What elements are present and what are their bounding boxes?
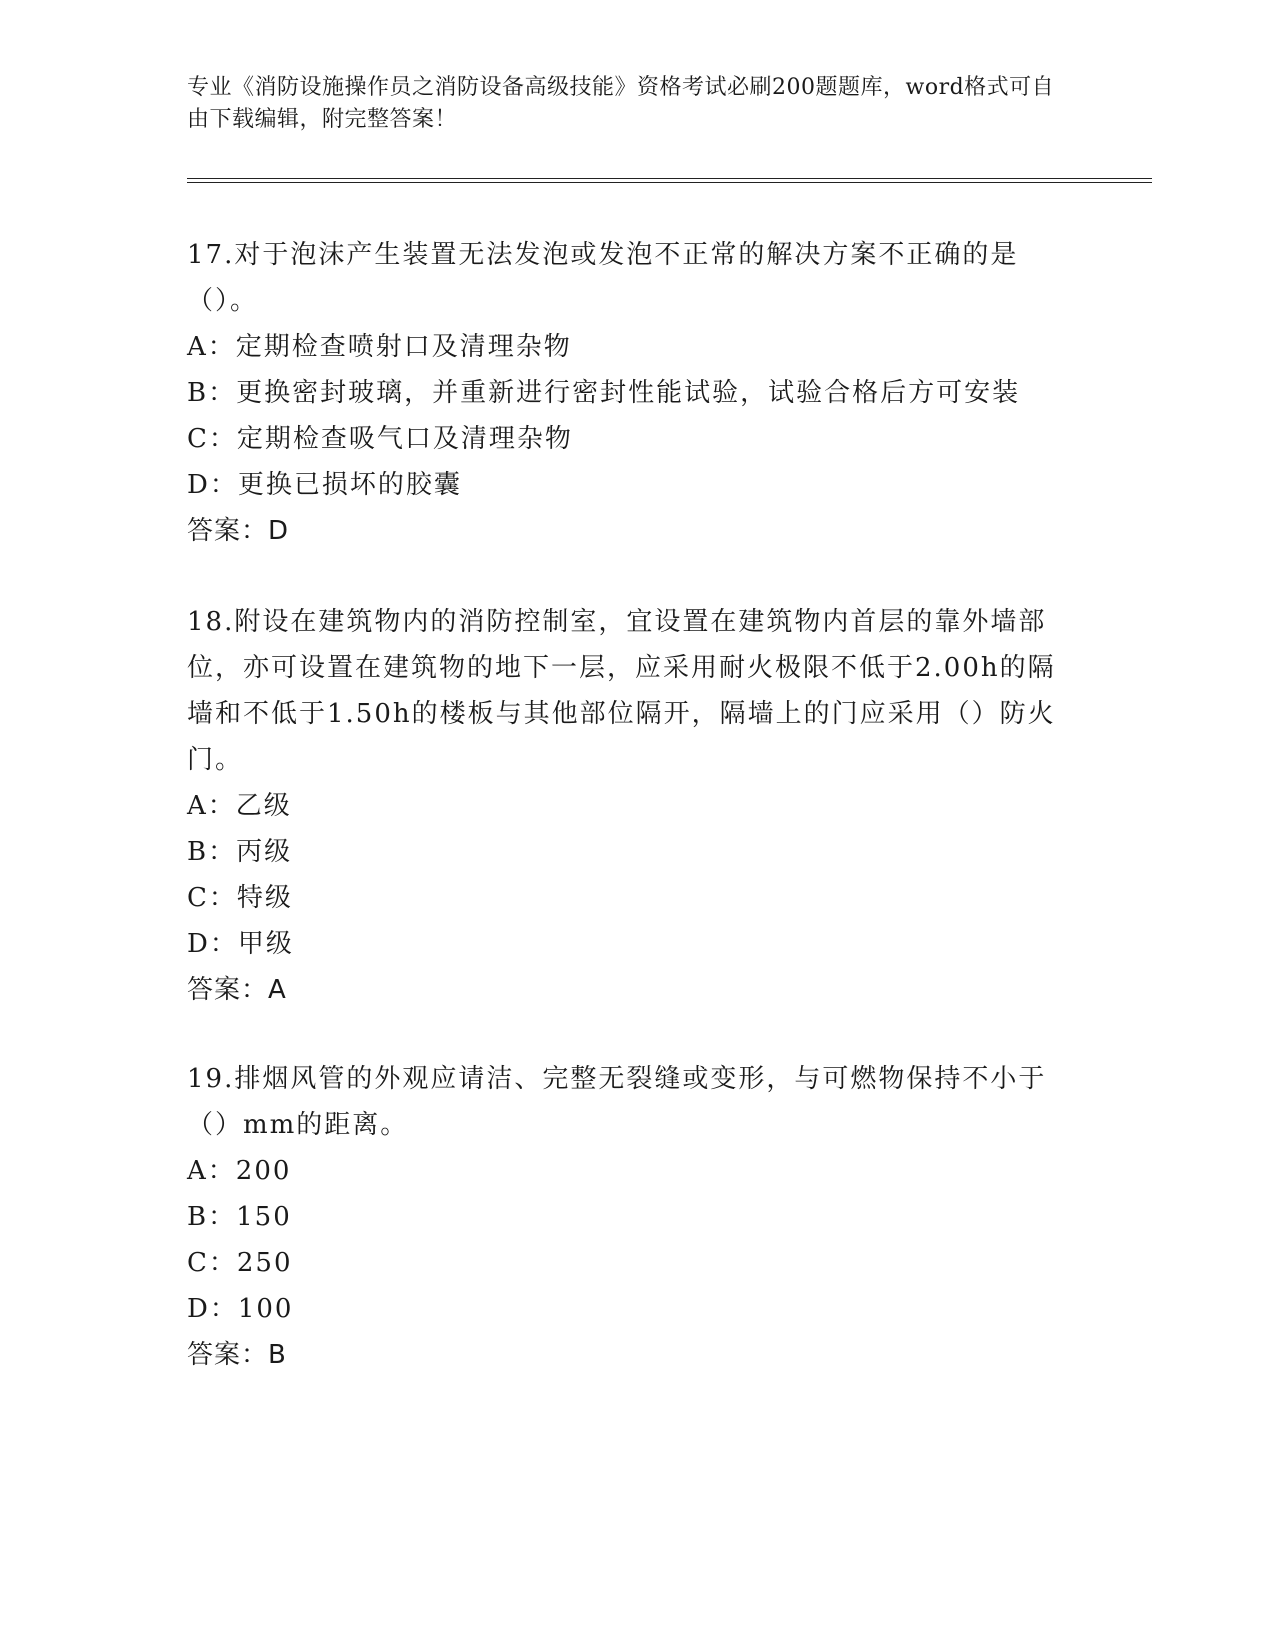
option-d: D：100 (187, 1294, 294, 1324)
option-d: D：甲级 (187, 929, 294, 959)
option-b: B：150 (187, 1202, 292, 1232)
answer-line: 答案：A (187, 975, 287, 1005)
answer-line: 答案：B (187, 1340, 287, 1370)
answer-line: 答案：D (187, 516, 290, 546)
question-text: 19.排烟风管的外观应请洁、完整无裂缝或变形，与可燃物保持不小于（）mm的距离。 (187, 1064, 1047, 1140)
option-a: A：200 (187, 1156, 292, 1186)
option-b: B：丙级 (187, 837, 293, 867)
option-c: C：定期检查吸气口及清理杂物 (187, 424, 573, 454)
option-c: C：250 (187, 1248, 293, 1278)
option-a: A：定期检查喷射口及清理杂物 (187, 332, 572, 362)
option-c: C：特级 (187, 883, 293, 913)
option-a: A：乙级 (187, 791, 292, 821)
question-17 (187, 232, 1067, 554)
question-19 (187, 1056, 1067, 1378)
option-b: B：更换密封玻璃，并重新进行密封性能试验，试验合格后方可安装 (187, 378, 1021, 408)
header-divider (187, 178, 1152, 183)
question-text: 17.对于泡沫产生装置无法发泡或发泡不正常的解决方案不正确的是（）。 (187, 240, 1019, 316)
question-18 (187, 599, 1067, 1013)
option-d: D：更换已损坏的胶囊 (187, 470, 462, 500)
document-header: 专业《消防设施操作员之消防设备高级技能》资格考试必刷200题题库，word格式可自由下载编辑，附完整答案！ (187, 75, 1055, 132)
question-text: 18.附设在建筑物内的消防控制室，宜设置在建筑物内首层的靠外墙部位，亦可设置在建筑物的地下一层，应采用耐火极限不低于2.00h的隔墙和不低于1.50h的楼板与其他部位隔开，隔墙上的门应采用（）防火门。 (187, 607, 1056, 775)
